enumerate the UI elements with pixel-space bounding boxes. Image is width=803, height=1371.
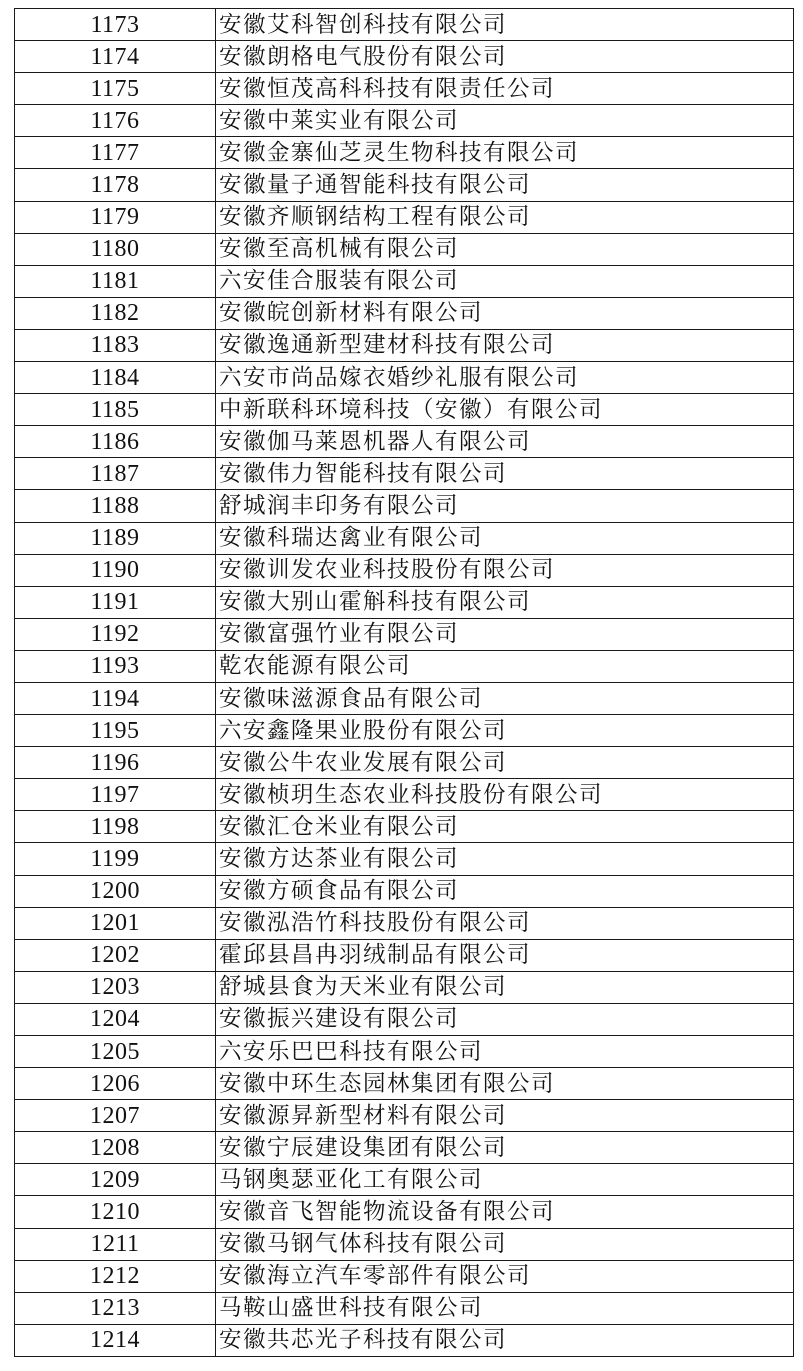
table-row bbox=[15, 1068, 794, 1100]
table-row bbox=[15, 265, 794, 297]
table-row bbox=[15, 329, 794, 361]
table-row bbox=[15, 650, 794, 682]
company-name-cell: 马钢奥瑟亚化工有限公司 bbox=[216, 1164, 794, 1196]
row-number-cell: 1207 bbox=[15, 1100, 216, 1132]
table-row bbox=[15, 1228, 794, 1260]
company-name-cell: 六安佳合服装有限公司 bbox=[216, 265, 794, 297]
company-name-cell: 乾农能源有限公司 bbox=[216, 650, 794, 682]
company-name-cell: 安徽逸通新型建材科技有限公司 bbox=[216, 329, 794, 361]
table-row bbox=[15, 458, 794, 490]
company-name-cell: 安徽伟力智能科技有限公司 bbox=[216, 458, 794, 490]
company-name-cell: 安徽金寨仙芝灵生物科技有限公司 bbox=[216, 137, 794, 169]
row-number-cell: 1186 bbox=[15, 426, 216, 458]
table-row bbox=[15, 105, 794, 137]
table-row bbox=[15, 522, 794, 554]
company-name-cell: 安徽中莱实业有限公司 bbox=[216, 105, 794, 137]
company-name-cell: 安徽恒茂高科科技有限责任公司 bbox=[216, 73, 794, 105]
company-name-cell: 霍邱县昌冉羽绒制品有限公司 bbox=[216, 939, 794, 971]
table-row bbox=[15, 907, 794, 939]
table-row bbox=[15, 426, 794, 458]
row-number-cell: 1214 bbox=[15, 1324, 216, 1356]
company-name-cell: 安徽音飞智能物流设备有限公司 bbox=[216, 1196, 794, 1228]
row-number-cell: 1208 bbox=[15, 1132, 216, 1164]
table-row bbox=[15, 1132, 794, 1164]
table-row bbox=[15, 715, 794, 747]
company-name-cell: 安徽源昇新型材料有限公司 bbox=[216, 1100, 794, 1132]
row-number-cell: 1213 bbox=[15, 1292, 216, 1324]
company-name-cell: 安徽至高机械有限公司 bbox=[216, 233, 794, 265]
row-number-cell: 1188 bbox=[15, 490, 216, 522]
company-name-cell: 安徽量子通智能科技有限公司 bbox=[216, 169, 794, 201]
company-name-cell: 六安鑫隆果业股份有限公司 bbox=[216, 715, 794, 747]
row-number-cell: 1193 bbox=[15, 650, 216, 682]
table-row bbox=[15, 1196, 794, 1228]
row-number-cell: 1175 bbox=[15, 73, 216, 105]
row-number-cell: 1192 bbox=[15, 618, 216, 650]
table-row bbox=[15, 1100, 794, 1132]
row-number-cell: 1211 bbox=[15, 1228, 216, 1260]
table-row bbox=[15, 554, 794, 586]
table-row bbox=[15, 682, 794, 714]
company-name-cell: 安徽训发农业科技股份有限公司 bbox=[216, 554, 794, 586]
table-row bbox=[15, 971, 794, 1003]
company-name-cell: 马鞍山盛世科技有限公司 bbox=[216, 1292, 794, 1324]
company-name-cell: 安徽皖创新材料有限公司 bbox=[216, 297, 794, 329]
row-number-cell: 1185 bbox=[15, 394, 216, 426]
company-name-cell: 安徽中环生态园林集团有限公司 bbox=[216, 1068, 794, 1100]
company-name-cell: 安徽艾科智创科技有限公司 bbox=[216, 9, 794, 41]
row-number-cell: 1178 bbox=[15, 169, 216, 201]
company-name-cell: 安徽方硕食品有限公司 bbox=[216, 875, 794, 907]
company-name-cell: 六安市尚品嫁衣婚纱礼服有限公司 bbox=[216, 362, 794, 394]
table-row bbox=[15, 1003, 794, 1035]
company-name-cell: 安徽共芯光子科技有限公司 bbox=[216, 1324, 794, 1356]
row-number-cell: 1198 bbox=[15, 811, 216, 843]
company-name-cell: 安徽朗格电气股份有限公司 bbox=[216, 41, 794, 73]
company-name-cell: 安徽科瑞达禽业有限公司 bbox=[216, 522, 794, 554]
row-number-cell: 1206 bbox=[15, 1068, 216, 1100]
company-name-cell: 六安乐巴巴科技有限公司 bbox=[216, 1036, 794, 1068]
company-name-cell: 安徽齐顺钢结构工程有限公司 bbox=[216, 201, 794, 233]
row-number-cell: 1179 bbox=[15, 201, 216, 233]
company-name-cell: 舒城县食为天米业有限公司 bbox=[216, 971, 794, 1003]
row-number-cell: 1182 bbox=[15, 297, 216, 329]
table-row bbox=[15, 1164, 794, 1196]
company-name-cell: 安徽味滋源食品有限公司 bbox=[216, 682, 794, 714]
table-row bbox=[15, 586, 794, 618]
table-row bbox=[15, 137, 794, 169]
row-number-cell: 1209 bbox=[15, 1164, 216, 1196]
row-number-cell: 1203 bbox=[15, 971, 216, 1003]
table-row bbox=[15, 233, 794, 265]
company-name-cell: 安徽大别山霍斛科技有限公司 bbox=[216, 586, 794, 618]
row-number-cell: 1181 bbox=[15, 265, 216, 297]
table-row bbox=[15, 618, 794, 650]
table-row bbox=[15, 41, 794, 73]
table-row bbox=[15, 169, 794, 201]
table-row bbox=[15, 297, 794, 329]
row-number-cell: 1212 bbox=[15, 1260, 216, 1292]
table-row bbox=[15, 1324, 794, 1356]
company-name-cell: 安徽马钢气体科技有限公司 bbox=[216, 1228, 794, 1260]
company-name-cell: 安徽振兴建设有限公司 bbox=[216, 1003, 794, 1035]
company-name-cell: 安徽桢玥生态农业科技股份有限公司 bbox=[216, 779, 794, 811]
row-number-cell: 1190 bbox=[15, 554, 216, 586]
table-row bbox=[15, 779, 794, 811]
table-row bbox=[15, 1036, 794, 1068]
table-row bbox=[15, 1260, 794, 1292]
company-name-cell: 安徽公牛农业发展有限公司 bbox=[216, 747, 794, 779]
company-name-cell: 安徽宁辰建设集团有限公司 bbox=[216, 1132, 794, 1164]
table-body bbox=[15, 9, 794, 1357]
row-number-cell: 1174 bbox=[15, 41, 216, 73]
row-number-cell: 1200 bbox=[15, 875, 216, 907]
company-table bbox=[14, 8, 794, 1357]
table-row bbox=[15, 875, 794, 907]
row-number-cell: 1180 bbox=[15, 233, 216, 265]
table-row bbox=[15, 490, 794, 522]
company-name-cell: 安徽泓浩竹科技股份有限公司 bbox=[216, 907, 794, 939]
row-number-cell: 1205 bbox=[15, 1036, 216, 1068]
row-number-cell: 1187 bbox=[15, 458, 216, 490]
table-row bbox=[15, 394, 794, 426]
company-list-sheet bbox=[14, 8, 794, 1357]
table-row bbox=[15, 843, 794, 875]
row-number-cell: 1199 bbox=[15, 843, 216, 875]
row-number-cell: 1196 bbox=[15, 747, 216, 779]
row-number-cell: 1184 bbox=[15, 362, 216, 394]
row-number-cell: 1204 bbox=[15, 1003, 216, 1035]
table-row bbox=[15, 362, 794, 394]
company-name-cell: 舒城润丰印务有限公司 bbox=[216, 490, 794, 522]
row-number-cell: 1177 bbox=[15, 137, 216, 169]
table-row bbox=[15, 747, 794, 779]
company-name-cell: 安徽海立汽车零部件有限公司 bbox=[216, 1260, 794, 1292]
row-number-cell: 1194 bbox=[15, 682, 216, 714]
row-number-cell: 1195 bbox=[15, 715, 216, 747]
row-number-cell: 1173 bbox=[15, 9, 216, 41]
company-name-cell: 安徽伽马莱恩机器人有限公司 bbox=[216, 426, 794, 458]
row-number-cell: 1201 bbox=[15, 907, 216, 939]
row-number-cell: 1189 bbox=[15, 522, 216, 554]
table-row bbox=[15, 73, 794, 105]
table-row bbox=[15, 811, 794, 843]
row-number-cell: 1197 bbox=[15, 779, 216, 811]
row-number-cell: 1176 bbox=[15, 105, 216, 137]
row-number-cell: 1202 bbox=[15, 939, 216, 971]
row-number-cell: 1210 bbox=[15, 1196, 216, 1228]
company-name-cell: 安徽富强竹业有限公司 bbox=[216, 618, 794, 650]
row-number-cell: 1191 bbox=[15, 586, 216, 618]
table-row bbox=[15, 9, 794, 41]
table-row bbox=[15, 1292, 794, 1324]
row-number-cell: 1183 bbox=[15, 329, 216, 361]
table-row bbox=[15, 939, 794, 971]
company-name-cell: 中新联科环境科技（安徽）有限公司 bbox=[216, 394, 794, 426]
company-name-cell: 安徽汇仓米业有限公司 bbox=[216, 811, 794, 843]
table-row bbox=[15, 201, 794, 233]
company-name-cell: 安徽方达茶业有限公司 bbox=[216, 843, 794, 875]
